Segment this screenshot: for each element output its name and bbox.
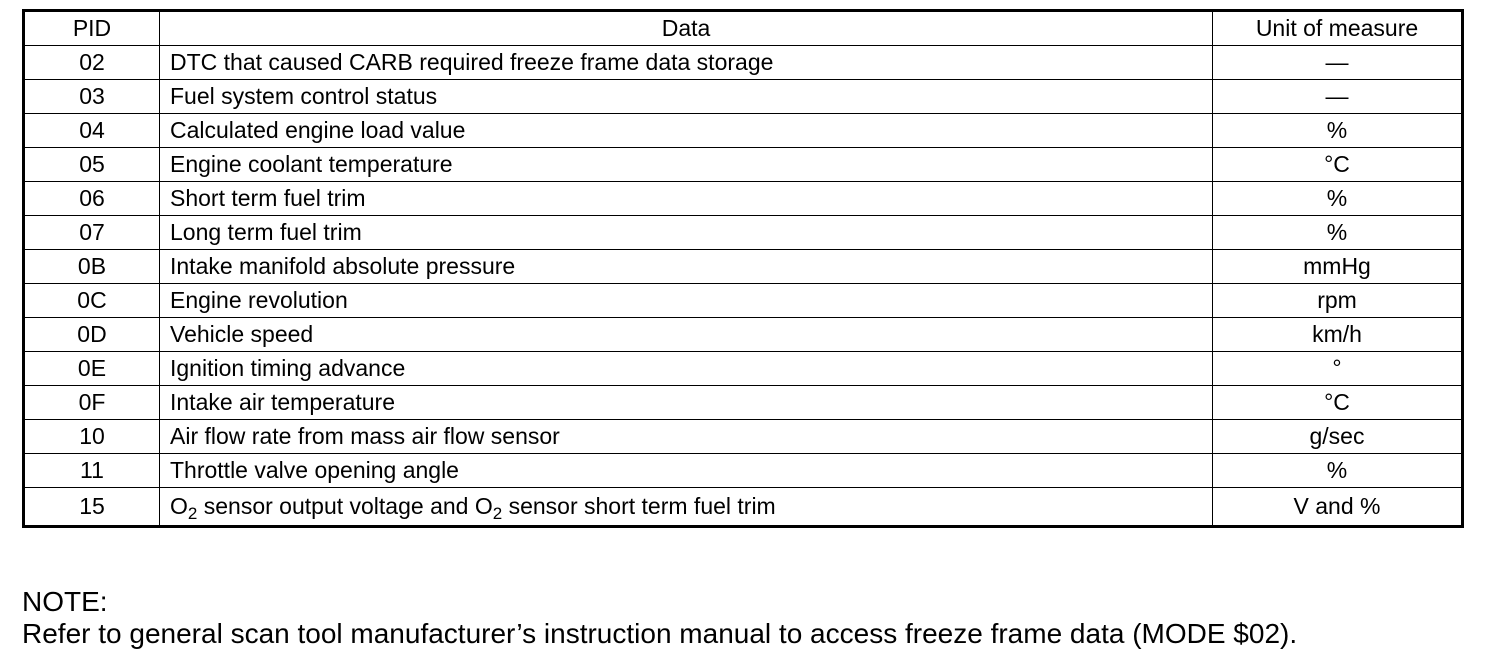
cell-unit: g/sec [1213,420,1463,454]
table-row [24,250,1463,284]
cell-pid: 0F [24,386,160,420]
table-body [24,46,1463,527]
table-row [24,182,1463,216]
table-row [24,114,1463,148]
cell-unit: mmHg [1213,250,1463,284]
cell-data: Calculated engine load value [160,114,1213,148]
cell-unit: °C [1213,148,1463,182]
cell-pid: 0B [24,250,160,284]
cell-unit: km/h [1213,318,1463,352]
cell-data-text-2: sensor output voltage and O [197,493,493,519]
table-row [24,488,1463,527]
cell-data: Long term fuel trim [160,216,1213,250]
cell-unit: % [1213,114,1463,148]
table-header-row [24,11,1463,46]
table-row [24,216,1463,250]
cell-pid: 04 [24,114,160,148]
cell-unit: % [1213,454,1463,488]
cell-data: Ignition timing advance [160,352,1213,386]
note-label: NOTE: [22,586,108,617]
cell-data: Throttle valve opening angle [160,454,1213,488]
cell-pid: 05 [24,148,160,182]
cell-unit: ° [1213,352,1463,386]
table-row [24,318,1463,352]
cell-data: Engine coolant temperature [160,148,1213,182]
cell-unit: °C [1213,386,1463,420]
header-data: Data [160,11,1213,46]
header-unit: Unit of measure [1213,11,1463,46]
cell-unit: rpm [1213,284,1463,318]
header-pid: PID [24,11,160,46]
subscript-2: 2 [492,504,503,523]
table-row [24,386,1463,420]
cell-data: DTC that caused CARB required freeze frame data storage [160,46,1213,80]
table-row [24,46,1463,80]
cell-data: Fuel system control status [160,80,1213,114]
cell-data [160,488,1213,527]
cell-unit: % [1213,182,1463,216]
cell-pid: 07 [24,216,160,250]
cell-pid: 10 [24,420,160,454]
table-row [24,284,1463,318]
cell-pid: 0C [24,284,160,318]
cell-data: Vehicle speed [160,318,1213,352]
table-row [24,80,1463,114]
cell-pid: 0D [24,318,160,352]
note-block [22,586,1297,650]
table-row [24,454,1463,488]
cell-unit: % [1213,216,1463,250]
cell-pid: 15 [24,488,160,527]
freeze-frame-data-table [22,9,1464,528]
cell-pid: 02 [24,46,160,80]
cell-data: Intake manifold absolute pressure [160,250,1213,284]
note-text: Refer to general scan tool manufacturer’s instruction manual to access freeze frame data (MODE $02). [22,618,1298,649]
cell-pid: 03 [24,80,160,114]
cell-data: Intake air temperature [160,386,1213,420]
cell-unit: V and % [1213,488,1463,527]
cell-pid: 11 [24,454,160,488]
cell-data: Air flow rate from mass air flow sensor [160,420,1213,454]
cell-unit: — [1213,80,1463,114]
cell-pid: 0E [24,352,160,386]
cell-data-text-3: sensor short term fuel trim [502,493,776,519]
table-row [24,148,1463,182]
cell-data-text-1: O [170,493,188,519]
cell-data: Engine revolution [160,284,1213,318]
cell-pid: 06 [24,182,160,216]
table-row [24,352,1463,386]
cell-data: Short term fuel trim [160,182,1213,216]
table-row [24,420,1463,454]
subscript-2: 2 [187,504,198,523]
cell-unit: — [1213,46,1463,80]
